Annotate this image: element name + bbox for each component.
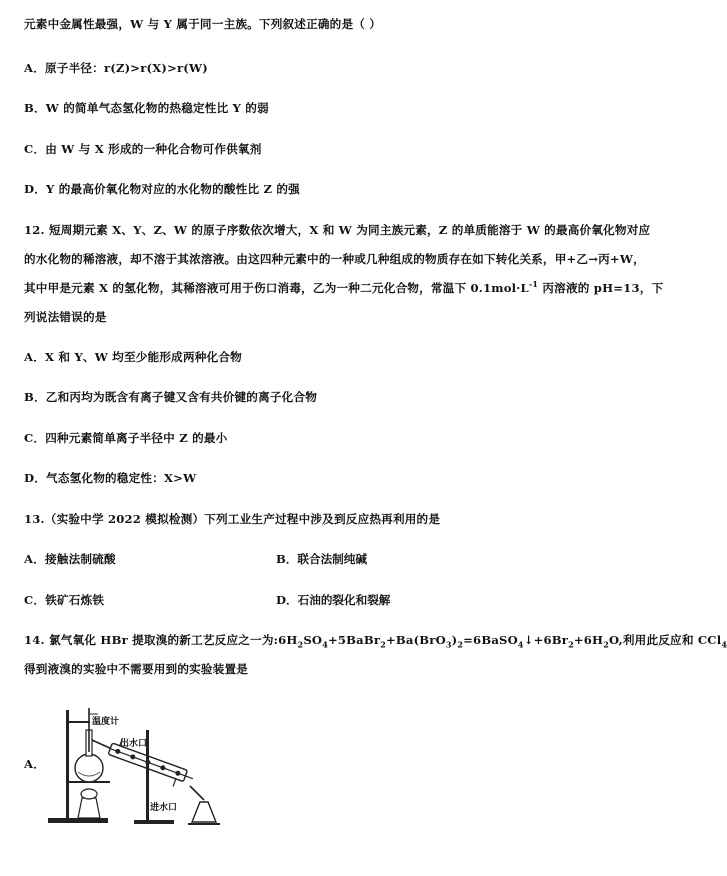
distillation-apparatus-drawing [38, 700, 238, 830]
q14-text: +Ba(BrO [385, 633, 446, 647]
q12-option-c: C．四种元素简单离子半径中 Z 的最小 [24, 431, 228, 445]
q13-option-c: C．铁矿石炼铁 [24, 593, 105, 607]
water-inlet-label: 进水口 [150, 803, 178, 813]
q11-option-d: D．Y 的最高价氧化物对应的水化物的酸性比 Z 的强 [24, 182, 300, 196]
q11-option-c: C．由 W 与 X 形成的一种化合物可作供氧剂 [24, 142, 262, 156]
receiving-flask [192, 802, 216, 822]
q14-text: ↓+6Br [523, 633, 569, 647]
q12-option-d: D．气态氢化物的稳定性：X>W [24, 471, 197, 485]
q12-option-a: A．X 和 Y、W 均至少能形成两种化合物 [24, 350, 242, 364]
thermometer-label: 温度计 [92, 717, 120, 727]
alcohol-lamp [78, 798, 100, 818]
q14-sub: 2 [568, 639, 574, 650]
q14-option-a-label: A． [24, 757, 45, 771]
q12-stem-line2: 的水化物的稀溶液，却不溶于其浓溶液。由这四种元素中的一种或几种组成的物质存在如下转化关系，甲+乙→丙+W， [24, 252, 645, 266]
q14-text: ) [451, 633, 458, 647]
q14-text: +5BaBr [327, 633, 381, 647]
q14-sub: 2 [380, 639, 386, 650]
water-outlet-label: 出水口 [120, 739, 148, 749]
q14-sub: 4 [517, 639, 524, 650]
q14-sub: 2 [457, 639, 464, 650]
q14-text: SO [303, 633, 323, 647]
stand-base-right [134, 820, 174, 824]
distilling-flask [75, 754, 103, 782]
q13-option-d: D．石油的裂化和裂解 [276, 593, 391, 607]
q13-option-a: A．接触法制硫酸 [24, 552, 116, 566]
lamp-cap [81, 789, 97, 799]
q11-option-b: B．W 的简单气态氢化物的热稳定性比 Y 的弱 [24, 101, 269, 115]
q13-option-b: B．联合法制纯碱 [276, 552, 367, 566]
distillation-apparatus-diagram [38, 700, 238, 830]
q14-stem-line1 [24, 632, 727, 648]
q11-stem-tail: 元素中金属性最强，W 与 Y 属于同一主族。下列叙述正确的是（ ） [24, 17, 382, 31]
q14-text: +6H [573, 633, 604, 647]
q14-text: =6BaSO [463, 633, 518, 647]
q14-sub: 4 [322, 639, 328, 650]
stand-base-left [48, 818, 108, 823]
adapter [190, 786, 204, 800]
q12-line3-superscript: -1 [528, 279, 539, 290]
q14-text: 14. 氯气氧化 HBr 提取溴的新工艺反应之一为:6H [24, 633, 298, 647]
q14-sub: 3 [445, 639, 452, 650]
q14-text: O,利用此反应和 CCl [609, 633, 722, 647]
q12-option-b: B．乙和丙均为既含有离子键又含有共价键的离子化合物 [24, 390, 318, 404]
q12-line3-part-a: 其中甲是元素 X 的氢化物，其稀溶液可用于伤口消毒，乙为一种二元化合物，常温下 0.1mol·L [24, 281, 529, 295]
q14-sub: 4 [721, 639, 727, 650]
stand-rod-left [66, 710, 69, 820]
water-inlet-tube [173, 779, 176, 787]
q14-stem-line2: 得到液溴的实验中不需要用到的实验装置是 [24, 662, 249, 676]
q12-line3-part-b: 丙溶液的 pH=13，下 [538, 281, 664, 295]
q12-stem-line3 [24, 280, 663, 296]
q13-stem: 13.（实验中学 2022 模拟检测）下列工业生产过程中涉及到反应热再利用的是 [24, 512, 441, 526]
condenser-inner-tube [110, 749, 193, 779]
q11-option-a: A．原子半径：r(Z)>r(X)>r(W) [24, 61, 208, 75]
q14-sub: 2 [603, 639, 609, 650]
q12-stem-line1: 12. 短周期元素 X、Y、Z、W 的原子序数依次增大，X 和 W 为同主族元素，Z 的单质能溶于 W 的最高价氧化物对应 [24, 223, 651, 237]
q12-stem-line4: 列说法错误的是 [24, 310, 107, 324]
q14-sub: 2 [297, 639, 304, 650]
